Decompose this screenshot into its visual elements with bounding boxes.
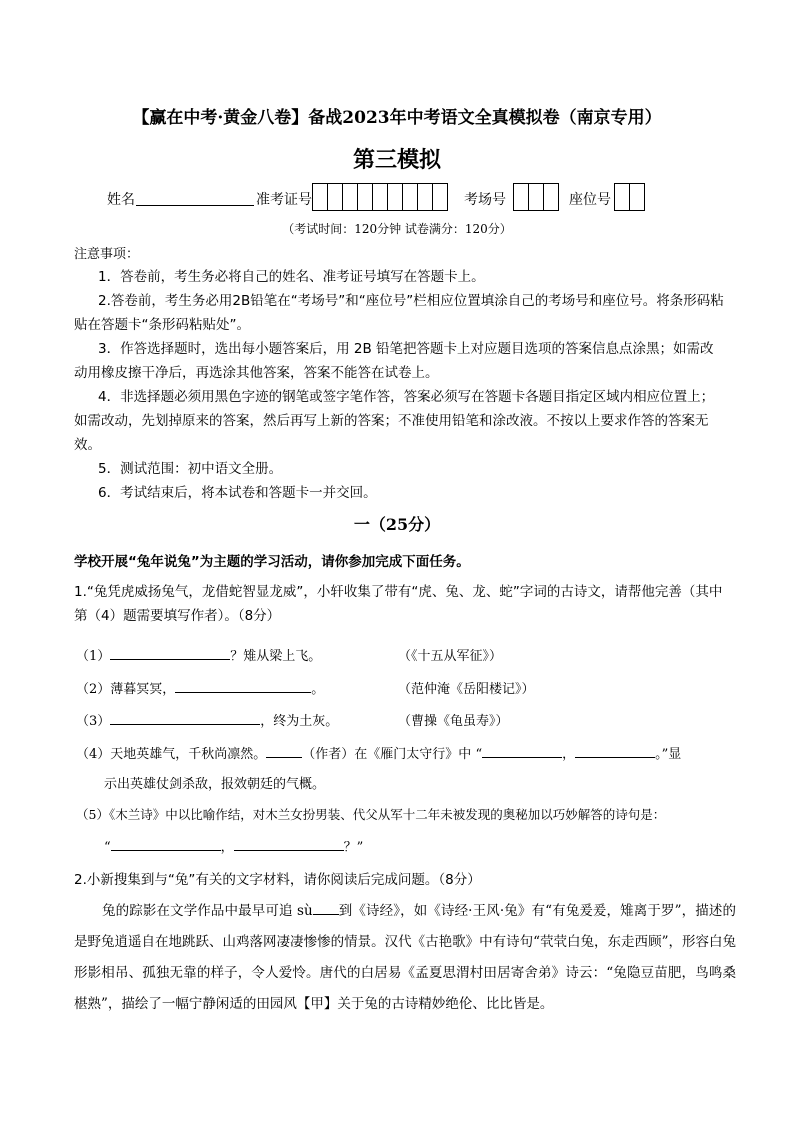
room-boxes[interactable] [513,183,558,211]
q1-item-5-answer: “ ， ？” [104,836,363,855]
exam-title: 【赢在中考·黄金八卷】备战2023年中考语文全真模拟卷（南京专用） [132,108,662,128]
answer-blank[interactable] [110,710,260,725]
room-label: 考场号 [464,192,506,208]
q1-item-3: （3） ，终为土灰。 [76,710,338,729]
pinyin-answer-blank[interactable] [313,902,339,915]
author-blank[interactable] [266,743,302,758]
name-label: 姓名 [107,192,135,208]
q1-item-2-source: （范仲淹《岳阳楼记》） [398,682,535,697]
notes-list [74,265,724,505]
exam-no-boxes[interactable] [312,183,447,211]
q1-item-3-source: （曹操《龟虽寿》） [398,714,509,729]
exam-no-label: 准考证号 [256,192,312,208]
question-2-stem: 2.小新搜集到与“兔”有关的文字材料，请你阅读后完成问题。（8分） [74,872,481,888]
seat-label: 座位号 [569,192,611,208]
q1-item-2: （2）薄暮冥冥， 。 [76,678,324,697]
answer-blank[interactable] [111,836,221,851]
note-item: 6．考试结束后，将本试卷和答题卡一并交回。 [98,485,377,501]
answer-blank[interactable] [110,645,230,660]
note-item: 2.答卷前，考生务必用2B铅笔在“考场号”和“座位号”栏相应位置填涂自己的考场号和座位号。将条形码粘贴在答题卡“条形码粘贴处”。 [74,293,724,333]
answer-blank[interactable] [482,743,562,758]
candidate-info-row [0,183,794,213]
q1-item-4: （4）天地英雄气，千秋尚凛然。 （作者）在《雁门太守行》中 “ ， 。”显 [76,743,681,762]
note-item: 3．作答选择题时，选出每小题答案后，用 2B 铅笔把答题卡上对应题目选项的答案信息点涂黑；如需改动用橡皮擦干净后，再选涂其他答案，答案不能答在试卷上。 [74,341,714,381]
exam-subtitle: 第三模拟 [352,147,441,173]
answer-blank[interactable] [175,678,311,693]
q1-item-4-line2: 示出英雄仗剑杀敌，报效朝廷的气概。 [104,777,326,792]
seat-boxes[interactable] [614,183,644,211]
name-field[interactable] [136,205,254,206]
note-item: 4．非选择题必须用黑色字迹的钢笔或签字笔作答，答案必须写在答题卡各题目指定区域内相应位置上；如需改动，先划掉原来的答案，然后再写上新的答案；不准使用铅笔和涂改液。不按以上要求作答的答案无效。 [74,389,715,453]
notes-title: 注意事项： [74,247,140,262]
section-heading: 一（25分） [353,515,441,534]
q1-item-1-source: （《十五从军征》） [398,649,503,664]
question-2-passage: 兔的踪影在文学作品中最早可追 sù 到《诗经》，如《诗经·王风·兔》有“有兔爰爰，雉离于罗”，描述的是野兔逍遥自在地跳跃、山鸡落网凄凄惨惨的情景。汉代《古艳歌》中有诗句“茕茕白兔，东走西顾”，形容白兔形影相吊、孤独无靠的样子，令人爱怜。唐代的白居易《孟夏思渭村田居寄舍弟》诗云：“兔隐豆苗肥，鸟鸣桑椹熟”，描绘了一幅宁静闲适的田园风【甲】关于兔的古诗精妙绝伦、比比皆是。 [74,903,736,1012]
exam-time: （考试时间：120分钟 试卷满分：120分） [282,222,512,236]
section-intro: 学校开展“兔年说兔”为主题的学习活动，请你参加完成下面任务。 [74,554,470,570]
note-item: 1．答卷前，考生务必将自己的姓名、准考证号填写在答题卡上。 [98,269,485,285]
q1-item-1: （1） ？雉从梁上飞。 [76,645,321,664]
answer-blank[interactable] [575,743,655,758]
q1-item-5: （5）《木兰诗》中以比喻作结，对木兰女扮男装、代父从军十二年未被发现的奥秘加以巧妙解答的诗句是： [76,807,666,822]
question-1-stem: 1.“兔凭虎威扬兔气，龙借蛇智显龙威”，小轩收集了带有“虎、兔、龙、蛇”字词的古诗文，请帮他完善（其中第（4）题需要填写作者）。（8分） [74,584,723,624]
answer-blank[interactable] [234,836,344,851]
note-item: 5．测试范围：初中语文全册。 [98,461,283,477]
